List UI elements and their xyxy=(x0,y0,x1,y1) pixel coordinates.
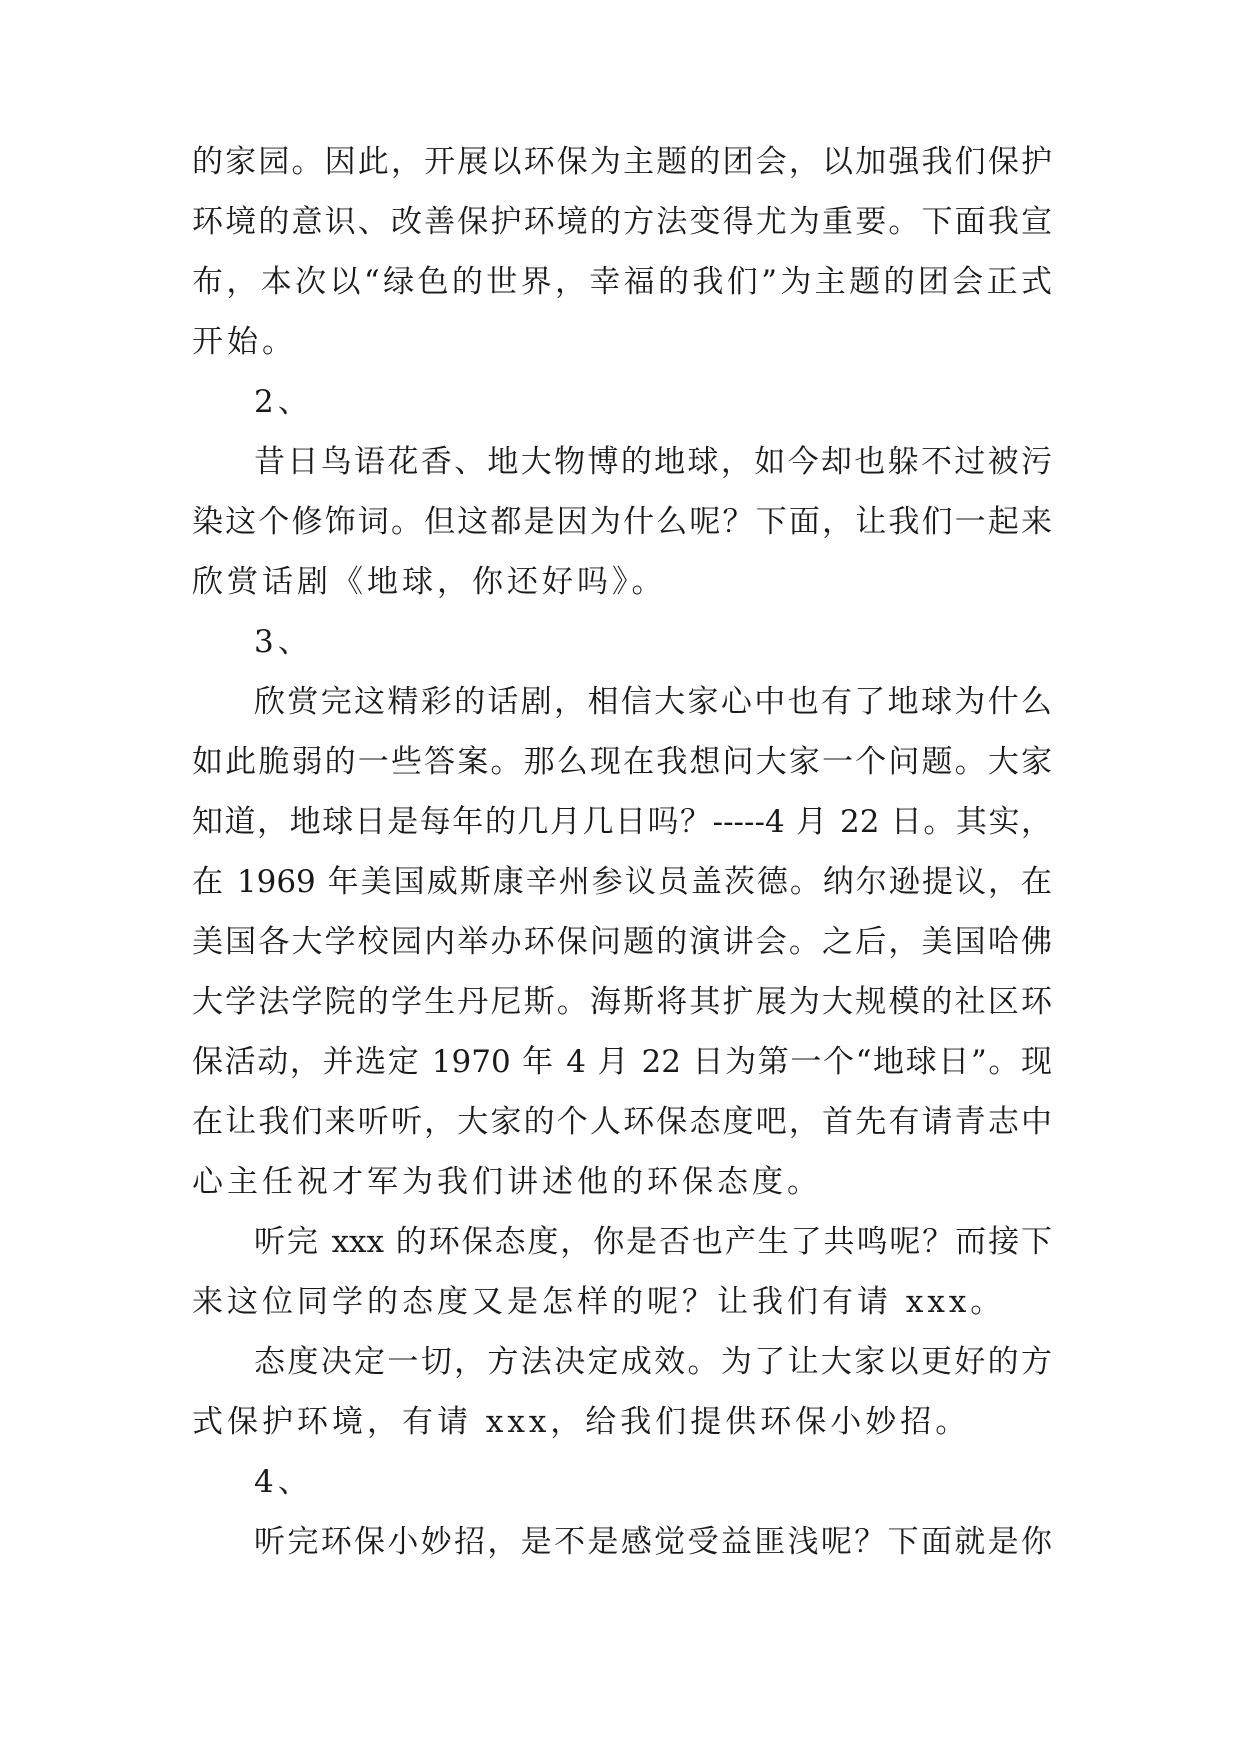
text-line: 布，本次以“绿色的世界，幸福的我们”为主题的团会正式 xyxy=(192,264,1052,300)
text-line: 大学法学院的学生丹尼斯。海斯将其扩展为大规模的社区环 xyxy=(192,984,1052,1020)
text-line: 如此脆弱的一些答案。那么现在我想问大家一个问题。大家 xyxy=(192,744,1052,780)
text-line: 欣赏话剧《地球，你还好吗》。 xyxy=(192,564,667,600)
section-number: 2、 xyxy=(254,384,313,420)
text-line: 心主任祝才军为我们讲述他的环保态度。 xyxy=(192,1164,822,1200)
text-line: 在让我们来听听，大家的个人环保态度吧，首先有请青志中 xyxy=(192,1104,1052,1140)
text-line: 染这个修饰词。但这都是因为什么呢？下面，让我们一起来 xyxy=(192,504,1052,540)
text-line: 开始。 xyxy=(192,324,297,360)
paragraph-first-line: 昔日鸟语花香、地大物博的地球，如今却也躲不过被污 xyxy=(254,444,1052,480)
paragraph-first-line: 欣赏完这精彩的话剧，相信大家心中也有了地球为什么 xyxy=(254,684,1052,720)
section-number: 3、 xyxy=(254,624,313,660)
paragraph-first-line: 听完环保小妙招，是不是感觉受益匪浅呢？下面就是你 xyxy=(254,1524,1052,1560)
section-number: 4、 xyxy=(254,1464,313,1500)
text-line: 知道，地球日是每年的几月几日吗？-----4 月 22 日。其实， xyxy=(192,804,1052,840)
text-line: 的家园。因此，开展以环保为主题的团会，以加强我们保护 xyxy=(192,144,1052,180)
text-line: 美国各大学校园内举办环保问题的演讲会。之后，美国哈佛 xyxy=(192,924,1052,960)
text-line: 来这位同学的态度又是怎样的呢？让我们有请 xxx。 xyxy=(192,1284,1006,1320)
text-line: 环境的意识、改善保护环境的方法变得尤为重要。下面我宣 xyxy=(192,204,1052,240)
paragraph-first-line: 听完 xxx 的环保态度，你是否也产生了共鸣呢？而接下 xyxy=(254,1224,1052,1260)
text-line: 式保护环境，有请 xxx，给我们提供环保小妙招。 xyxy=(192,1404,971,1440)
paragraph-first-line: 态度决定一切，方法决定成效。为了让大家以更好的方 xyxy=(254,1344,1052,1380)
text-line: 在 1969 年美国威斯康辛州参议员盖茨德。纳尔逊提议，在 xyxy=(192,864,1052,900)
text-line: 保活动，并选定 1970 年 4 月 22 日为第一个“地球日”。现 xyxy=(192,1044,1052,1080)
